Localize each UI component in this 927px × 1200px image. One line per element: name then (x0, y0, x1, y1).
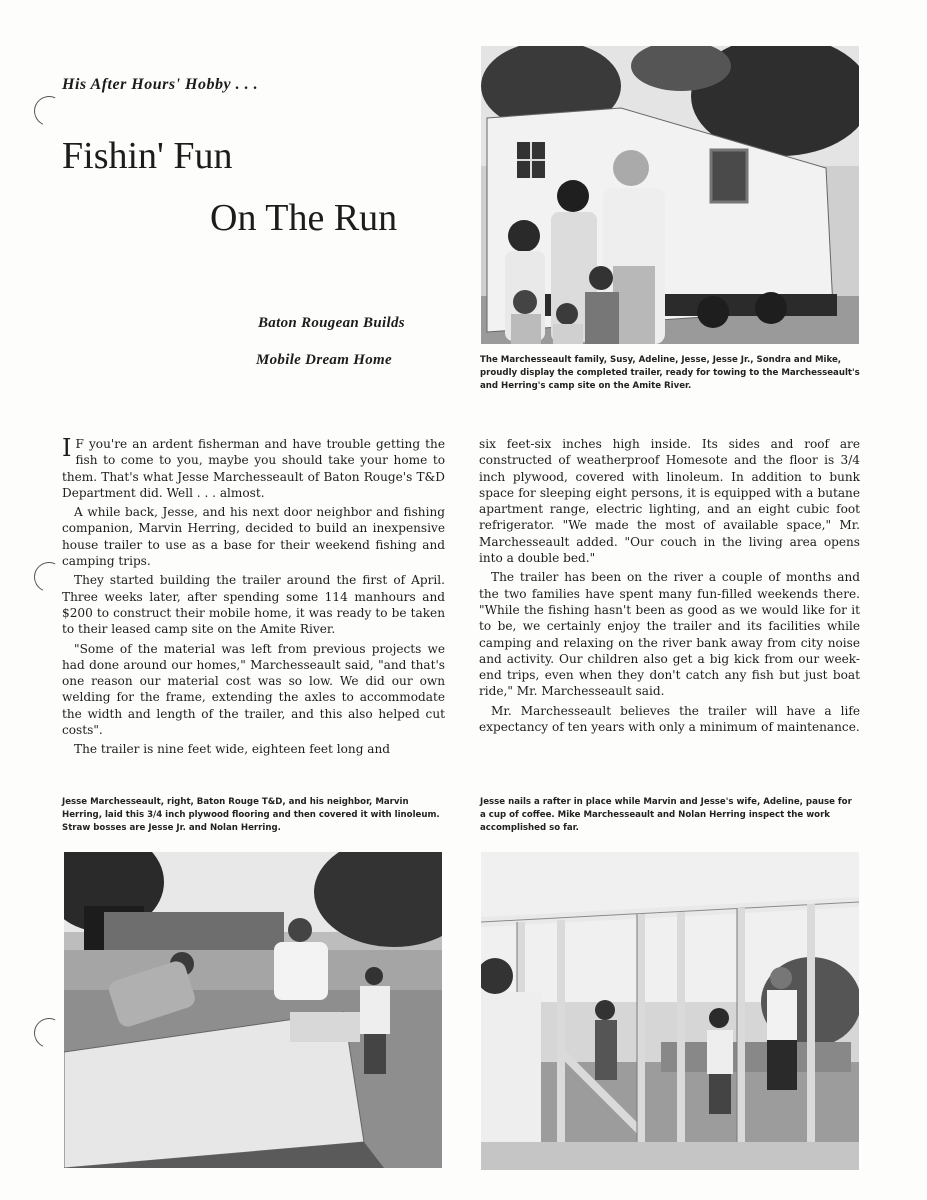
subtitle-line1: Baton Rougean Builds (258, 315, 405, 331)
paragraph-2: A while back, Jesse, and his next door neighbor and fishing companion, Marvin Herring, decided to build an inexpensive house trailer to use as a base for their weekend fishing and camping trips. (62, 505, 445, 569)
paragraph-7: The trailer has been on the river a couple of months and the two families have spent many fun-filled weekends there. "While the fishing hasn't been as good as we would like for it to be, we certainly enjoy the trailer and its facilities while camping and relaxing on the river bank away from city noise and activity. Our children also get a big kick from our week-end trips, even when they don't catch any fish but just boat ride," Mr. Marchesseault said. (479, 570, 860, 699)
drop-cap: I (62, 434, 72, 462)
subtitle-line2: Mobile Dream Home (256, 352, 392, 368)
article-column-right (479, 436, 860, 766)
kicker: His After Hours' Hobby . . . (62, 76, 259, 93)
framing-photo (481, 852, 859, 1170)
top-photo-caption: The Marchesseault family, Susy, Adeline, Jesse, Jesse Jr., Sondra and Mike, proudly display the completed trailer, ready for towing to the Marchesseault's and Herring's camp site on the Amite River. (480, 355, 860, 391)
paragraph-1: F you're an ardent fisherman and have trouble getting the fish to come to you, maybe you should take your home to them. That's what Jesse Marchesseault of Baton Rouge's T&D Department did. Well . . . almost. (62, 437, 445, 500)
page-title-line2: On The Run (210, 197, 398, 239)
paragraph-5: The trailer is nine feet wide, eighteen feet long and (74, 742, 391, 757)
binder-hole-top (30, 92, 68, 130)
page-title-line1: Fishin' Fun (62, 135, 233, 177)
binder-hole-bottom (30, 1014, 68, 1052)
family-trailer-photo (481, 46, 859, 344)
paragraph-8: Mr. Marchesseault believes the trailer will have a life expectancy of ten years with only a minimum of maintenance. (479, 703, 860, 735)
flooring-photo (64, 852, 442, 1168)
bottom-left-caption: Jesse Marchesseault, right, Baton Rouge T&D, and his neighbor, Marvin Herring, laid this 3/4 inch plywood flooring and then covered it with linoleum. Straw bosses are Jesse Jr. and Nolan Herring. (62, 797, 440, 833)
bottom-right-caption: Jesse nails a rafter in place while Marvin and Jesse's wife, Adeline, pause for a cup of coffee. Mike Marchesseault and Nolan Herring inspect the work accomplished so far. (480, 797, 852, 833)
paragraph-4: "Some of the material was left from previous projects we had done around our homes," Marchesseault said, "and that's one reason our material cost was so low. We did our own welding for the frame, extending the axles to accommodate the width and length of the trailer, and this also helped cut costs". (62, 641, 445, 738)
paragraph-6: six feet-six inches high inside. Its sides and roof are constructed of weatherproof Homesote and the floor is 3/4 inch plywood, covered with linoleum. In addition to bunk space for sleeping eight persons, it is equipped with a butane apartment range, electric lighting, and an eight cubic foot refrigerator. "We made the most of available space," Mr. Marchesseault added. "Our couch in the living area opens into a double bed." (479, 437, 860, 566)
article-column-left (62, 436, 445, 756)
paragraph-3: They started building the trailer around the first of April. Three weeks later, after spending some 114 manhours and $200 to construct their mobile home, it was ready to be taken to their leased camp site on the Amite River. (62, 573, 445, 637)
